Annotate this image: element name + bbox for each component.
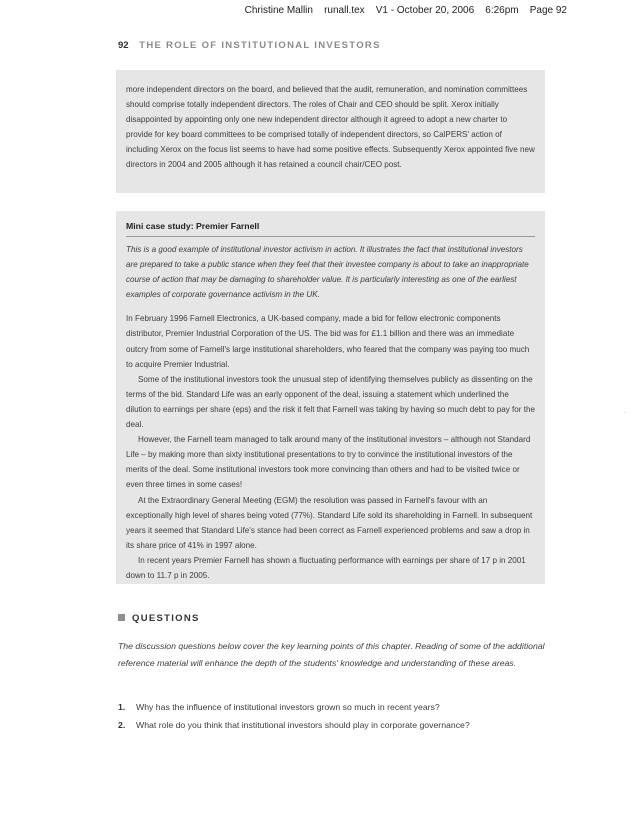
xerox-continuation-box xyxy=(116,70,545,193)
question-text: What role do you think that institutional investors should play in corporate governance? xyxy=(136,720,470,730)
mini-case-paragraph: At the Extraordinary General Meeting (EGM) the resolution was passed in Farnell's favour with an exceptionally high level of shares being voted (77%). Standard Life sold its shareholding in Farnell. In subsequent years it seemed that Standard Life's stance had been correct as Farnell experienced problems and saw a drop in its share price of 41% in 1997 alone. xyxy=(126,495,533,550)
mini-case-box xyxy=(116,211,545,584)
mini-case-paragraph: Some of the institutional investors took the unusual step of identifying themselves publicly as dissenting on the terms of the bid. Standard Life was an early opponent of the deal, issuing a statement which underlined the dilution to earnings per share (eps) and the risk it felt that Farnell was taking by having so much debt to pay for the deal. xyxy=(126,374,535,430)
questions-list xyxy=(118,698,548,734)
xerox-box-text: more independent directors on the board, and believed that the audit, remuneration, and nomination committees should comprise totally independent directors. The roles of Chair and CEO should be split. Xerox initially disappointed by appointing only one new independent director although it agreed to adopt a new charter to provide for key board committees to be comprised totally of independent directors, so CalPERS' action of including Xerox on the focus list seems to have had some positive effects. Subsequently Xerox appointed five new directors in 2004 and 2005 although it has retained a council chair/CEO post. xyxy=(126,85,535,170)
question-number: 1. xyxy=(118,702,126,712)
mini-case-paragraph: In recent years Premier Farnell has shown a fluctuating performance with earnings per share of 17 p in 2001 down to 11.7 p in 2005. xyxy=(126,555,526,580)
question-item xyxy=(118,716,548,734)
page-folio xyxy=(118,40,381,51)
chapter-title: THE ROLE OF INSTITUTIONAL INVESTORS xyxy=(139,40,381,51)
stray-mark: . xyxy=(624,409,626,415)
mini-case-body xyxy=(126,311,535,583)
mini-case-paragraph: However, the Farnell team managed to talk around many of the institutional investors – although not Standard Life – by making more than sixty institutional presentations to try to convince the institutional investors of the merits of the deal. Some institutional investors took more convincing than others and had to be visited twice or even three times in some cases! xyxy=(126,435,531,490)
question-number: 2. xyxy=(118,720,126,730)
mini-case-paragraph: In February 1996 Farnell Electronics, a UK-based company, made a bid for fellow electronic components distributor, Premier Industrial Corporation of the US. The bid was for £1.1 billion and there was an immediate outcry from some of Farnell's large institutional shareholders, who feared that the company was paying too much to acquire Premier Industrial. xyxy=(126,314,530,369)
questions-heading xyxy=(118,613,200,624)
mini-case-title: Mini case study: Premier Farnell xyxy=(126,221,260,231)
questions-heading-label: QUESTIONS xyxy=(132,613,200,624)
running-header: Christine Mallin runall.tex V1 - October 20, 2006 6:26pm Page 92 xyxy=(244,5,567,16)
question-text: Why has the influence of institutional investors grown so much in recent years? xyxy=(136,702,440,712)
questions-intro: The discussion questions below cover the key learning points of this chapter. Reading of some of the additional reference material will enhance the depth of the students' knowledge and understanding of these areas. xyxy=(118,641,545,669)
mini-case-divider xyxy=(126,236,535,237)
mini-case-intro: This is a good example of institutional investor activism in action. It illustrates the fact that institutional investors are prepared to take a public stance when they feel that their investee company is about to take an inappropriate course of action that may be damaging to shareholder value. It is particularly interesting as one of the earliest examples of corporate governance activism in the UK. xyxy=(126,245,529,300)
page-number: 92 xyxy=(118,40,129,51)
question-item xyxy=(118,698,548,716)
square-bullet-icon xyxy=(118,614,125,621)
